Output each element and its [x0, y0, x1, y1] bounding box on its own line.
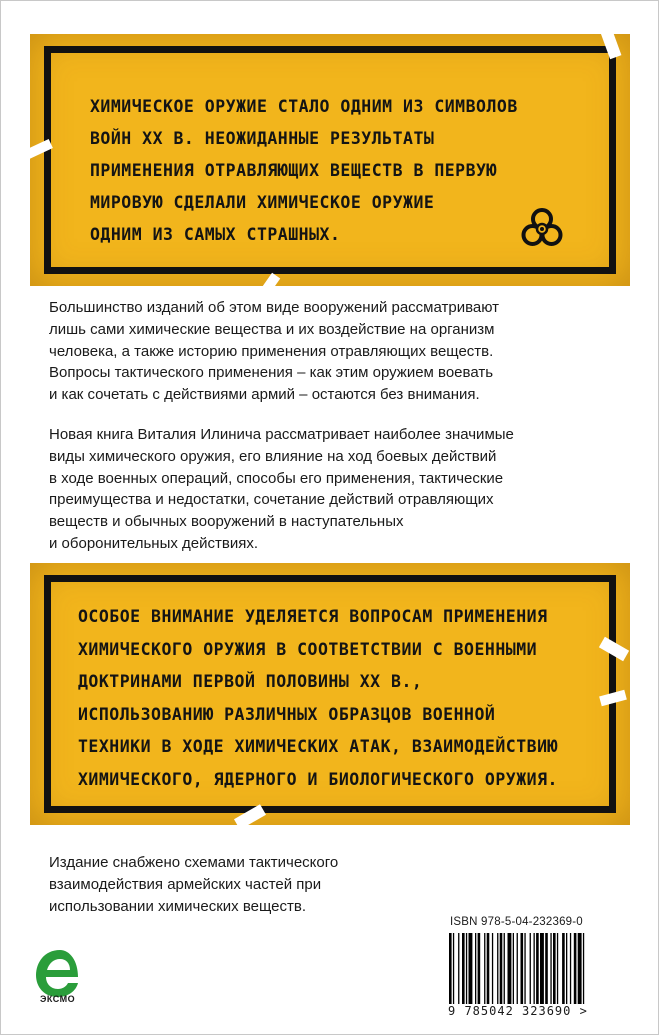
sign-line: ДОКТРИНАМИ ПЕРВОЙ ПОЛОВИНЫ XX В., — [78, 672, 423, 691]
barcode-bar — [475, 933, 476, 1007]
warning-sign-top — [30, 34, 630, 286]
barcode-number: 9 785042 323690 > — [448, 1004, 588, 1018]
barcode-bar — [540, 933, 544, 1007]
description-paragraph-1 — [49, 297, 499, 406]
barcode-bar — [570, 933, 571, 1007]
barcode-bar — [508, 933, 512, 1007]
warning-sign-bottom — [30, 563, 630, 825]
barcode-bar — [524, 933, 525, 1007]
barcode-bar — [487, 933, 490, 1007]
biohazard-icon — [520, 206, 564, 250]
barcode-bar — [534, 933, 535, 1007]
barcode-bar — [530, 933, 531, 1007]
sign-line: ПРИМЕНЕНИЯ ОТРАВЛЯЮЩИХ ВЕЩЕСТВ В ПЕРВУЮ — [90, 161, 497, 180]
barcode-bar — [462, 933, 465, 1007]
barcode-bar — [513, 933, 514, 1007]
sign-bottom-text — [78, 601, 558, 796]
barcode-bar — [469, 933, 473, 1007]
barcode-bar — [497, 933, 498, 1007]
barcode-bar — [574, 933, 577, 1007]
text-line: виды химического оружия, его влияние на ход боевых действий — [49, 447, 497, 465]
description-paragraph-3 — [49, 852, 338, 917]
sign-line: ИСПОЛЬЗОВАНИЮ РАЗЛИЧНЫХ ОБРАЗЦОВ ВОЕННОЙ — [78, 704, 496, 724]
sign-line: ОСОБОЕ ВНИМАНИЕ УДЕЛЯЕТСЯ ВОПРОСАМ ПРИМЕНЕНИЯ — [78, 607, 548, 626]
barcode-bar — [583, 933, 584, 1007]
sign-line: ХИМИЧЕСКОГО, ЯДЕРНОГО И БИОЛОГИЧЕСКОГО ОРУЖИЯ. — [78, 769, 558, 789]
text-line: и как сочетать с действиями армий – остаются без внимания. — [49, 386, 480, 404]
barcode-bar — [578, 933, 582, 1007]
barcode-bar — [458, 933, 459, 1007]
text-line: преимущества и недостатки, сочетание действий отравляющих — [49, 491, 494, 509]
barcode — [447, 933, 623, 1007]
barcode-bar — [484, 933, 485, 1007]
sign-line: ОДНИМ ИЗ САМЫХ СТРАШНЫХ. — [90, 225, 341, 244]
text-line: и оборонительных действиях. — [49, 534, 258, 552]
sign-line: МИРОВУЮ СДЕЛАЛИ ХИМИЧЕСКОЕ ОРУЖИЕ — [90, 193, 435, 212]
text-line: Большинство изданий об этом виде вооружений рассматривают — [49, 299, 500, 316]
barcode-bar — [453, 933, 454, 1007]
barcode-bar — [517, 933, 518, 1007]
sign-line: ТЕХНИКИ В ХОДЕ ХИМИЧЕСКИХ АТАК, ВЗАИМОДЕЙСТВИЮ — [78, 737, 558, 756]
barcode-bar — [449, 933, 452, 1007]
text-line: использовании химических веществ. — [49, 897, 306, 915]
barcode-bar — [504, 933, 505, 1007]
barcode-bar — [550, 933, 551, 1007]
barcode-bar — [466, 933, 467, 1007]
barcode-bar — [562, 933, 565, 1007]
barcode-bar — [553, 933, 556, 1007]
text-line: в ходе военных операций, способы его применения, тактические — [49, 469, 504, 487]
text-line: Новая книга Виталия Илинича рассматривает наиболее значимые — [49, 426, 514, 443]
text-line: человека, а также историю применения отравляющих веществ. — [49, 342, 494, 360]
sign-line: ХИМИЧЕСКОЕ ОРУЖИЕ СТАЛО ОДНИМ ИЗ СИМВОЛОВ — [90, 97, 518, 116]
text-line: веществ и обычных вооружений в наступательных — [49, 513, 404, 531]
barcode-bar — [566, 933, 567, 1007]
barcode-bar — [500, 933, 503, 1007]
sign-line: ХИМИЧЕСКОГО ОРУЖИЯ В СООТВЕТСТВИИ С ВОЕННЫМИ — [78, 639, 538, 659]
eksmo-logo-icon — [30, 945, 90, 1025]
description-paragraph-2 — [49, 424, 514, 555]
isbn-label: ISBN 978-5-04-232369-0 — [450, 916, 583, 928]
barcode-bar — [492, 933, 493, 1007]
barcode-bar — [557, 933, 558, 1007]
publisher-name: ЭКСМО — [40, 994, 76, 1004]
sign-line: ВОЙН XX В. НЕОЖИДАННЫЕ РЕЗУЛЬТАТЫ — [90, 129, 435, 148]
barcode-bar — [521, 933, 524, 1007]
barcode-bar — [536, 933, 539, 1007]
text-line: Вопросы тактического применения – как этим оружием воевать — [49, 364, 494, 382]
barcode-bar — [545, 933, 548, 1007]
text-line: Издание снабжено схемами тактического — [49, 854, 339, 871]
sign-top-text — [90, 91, 518, 251]
barcode-bar — [478, 933, 481, 1007]
text-line: взаимодействия армейских частей при — [49, 875, 322, 893]
text-line: лишь сами химические вещества и их воздействие на организм — [49, 320, 495, 338]
